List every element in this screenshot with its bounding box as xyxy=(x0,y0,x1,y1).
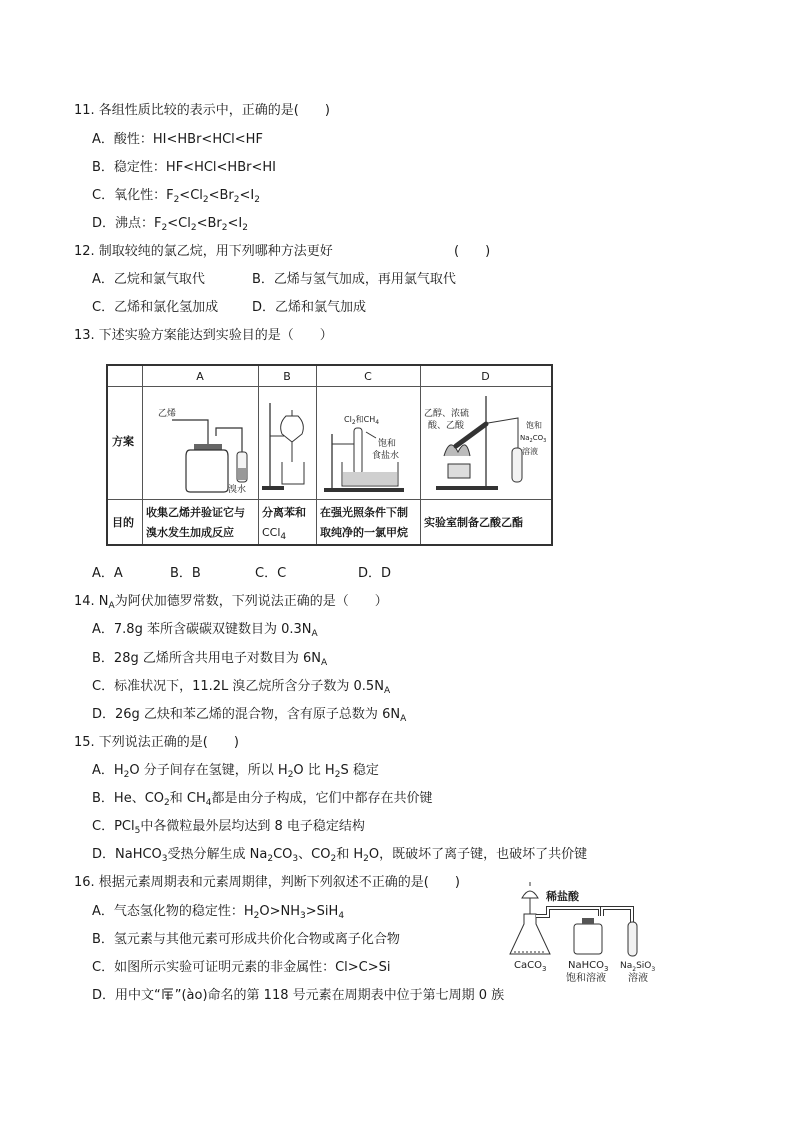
purpose-d: 实验室制备乙酸乙酯 xyxy=(424,516,523,529)
q12-option-a: A．乙烷和氯气取代 xyxy=(92,272,205,287)
svg-text:饱和溶液: 饱和溶液 xyxy=(566,973,606,984)
q16-option-a: A．气态氢化物的稳定性：$H_2O>NH_3>SiH_4$ xyxy=(92,904,345,921)
row-label-purpose: 目的 xyxy=(112,516,134,529)
row-label-scheme: 方案 xyxy=(112,435,134,448)
q13-option-b: B．B xyxy=(170,566,201,581)
q12-stem: 12. 制取较纯的氯乙烷，用下列哪种方法更好 xyxy=(74,244,333,259)
svg-text:Cl2和CH4: $Cl_2$和$CH_4$ xyxy=(344,415,380,426)
table-header-a: A xyxy=(196,370,204,383)
q15-option-a: A．$H_2O$ 分子间存在氢键，所以 $H_2O$ 比 $H_2S$ 稳定 xyxy=(92,763,379,780)
q11-stem: 11. 各组性质比较的表示中，正确的是( ) xyxy=(74,103,330,118)
q12-answer-paren: ( ) xyxy=(454,244,491,259)
table-header-d: D xyxy=(481,370,490,383)
q13-option-c: C．C xyxy=(255,566,287,581)
table-header-c: C xyxy=(364,370,372,383)
q14-option-c: C．标准状况下，11.2L 溴乙烷所含分子数为 $0.5N_A$ xyxy=(92,679,391,696)
q15-option-d: D．NaHCO$_3$受热分解生成 $Na_2CO_3$、$CO_2$和 $H_2O$，既破坏了离子键，也破坏了共价键 xyxy=(92,847,588,864)
svg-text:溴水: 溴水 xyxy=(228,485,247,495)
svg-text:乙醇、浓硫: 乙醇、浓硫 xyxy=(424,409,470,419)
q13-option-d: D．D xyxy=(358,566,392,581)
purpose-a-line2: 溴水发生加成反应 xyxy=(146,526,234,539)
element-og-character xyxy=(161,987,175,1001)
q15-option-b: B．He、$CO_2$和 $CH_4$都是由分子构成，它们中都存在共价键 xyxy=(92,791,433,808)
q13-option-a: A．A xyxy=(92,566,123,581)
svg-text:食盐水: 食盐水 xyxy=(372,451,400,461)
q11-option-a: A．酸性：HI<HBr<HCl<HF xyxy=(92,132,263,147)
svg-text:溶液: 溶液 xyxy=(522,447,538,456)
q16-option-b: B．氢元素与其他元素可形成共价化合物或离子化合物 xyxy=(92,932,400,947)
q15-stem: 15. 下列说法正确的是( ) xyxy=(74,735,239,750)
q13-stem: 13. 下述实验方案能达到实验目的是（ ） xyxy=(74,328,333,343)
q16-stem: 16. 根据元素周期表和元素周期律，判断下列叙述不正确的是( ) xyxy=(74,875,460,890)
q15-option-c: C．PCl$_5$中各微粒最外层均达到 8 电子稳定结构 xyxy=(92,819,365,836)
q14-option-a: A．7.8g 苯所含碳碳双键数目为 $0.3N_A$ xyxy=(92,622,318,639)
apparatus-d-ethyl-acetate xyxy=(422,388,550,498)
q14-option-d: D．26g 乙炔和苯乙烯的混合物，含有原子总数为 $6N_A$ xyxy=(92,707,407,724)
apparatus-b-separatory-funnel xyxy=(260,388,315,498)
apparatus-a-gas-bottle xyxy=(144,388,256,498)
q16-option-c: C．如图所示实验可证明元素的非金属性：Cl>C>Si xyxy=(92,960,391,975)
svg-text:CaCO3: CaCO$_3$ xyxy=(514,960,547,973)
svg-text:乙烯: 乙烯 xyxy=(158,409,177,419)
q12-option-b: B．乙烯与氢气加成，再用氯气取代 xyxy=(252,272,456,287)
q16-option-d: D．用中文“ ”(ào)命名的第 118 号元素在周期表中位于第七周期 0 族 xyxy=(92,988,505,1003)
svg-text:饱和: 饱和 xyxy=(378,439,397,449)
q13-experiment-table xyxy=(106,364,553,546)
svg-text:稀盐酸: 稀盐酸 xyxy=(546,890,579,903)
purpose-b-line2: CCl$_4$ xyxy=(262,526,287,542)
svg-text:酸、乙酸: 酸、乙酸 xyxy=(428,421,465,431)
svg-text:溶液: 溶液 xyxy=(628,973,648,984)
table-header-b: B xyxy=(283,370,291,383)
apparatus-c-methane-chlorination xyxy=(318,388,418,498)
q11-option-c: C．氧化性：$F_2<Cl_2<Br_2<I_2$ xyxy=(92,188,260,205)
q12-option-d: D．乙烯和氯气加成 xyxy=(252,300,367,315)
q16-acid-strength-apparatus xyxy=(508,878,668,986)
purpose-b-line1: 分离苯和 xyxy=(262,506,306,519)
purpose-a-line1: 收集乙烯并验证它与 xyxy=(146,506,245,519)
q14-stem: 14. $N_A$为阿伏加德罗常数，下列说法正确的是（ ） xyxy=(74,594,388,611)
svg-text:Na2CO3: $Na_2CO_3$ xyxy=(520,434,547,444)
svg-text:饱和: 饱和 xyxy=(526,421,542,430)
svg-text:Na2SiO3: $Na_2SiO_3$ xyxy=(620,961,656,973)
purpose-c-line1: 在强光照条件下制 xyxy=(320,506,408,519)
q14-option-b: B．28g 乙烯所含共用电子对数目为 $6N_A$ xyxy=(92,651,328,668)
q12-option-c: C．乙烯和氯化氢加成 xyxy=(92,300,219,315)
purpose-c-line2: 取纯净的一氯甲烷 xyxy=(320,526,408,539)
svg-text:NaHCO3: NaHCO$_3$ xyxy=(568,960,609,973)
q11-option-b: B．稳定性：HF<HCl<HBr<HI xyxy=(92,160,276,175)
q11-option-d: D．沸点：$F_2<Cl_2<Br_2<I_2$ xyxy=(92,216,248,233)
